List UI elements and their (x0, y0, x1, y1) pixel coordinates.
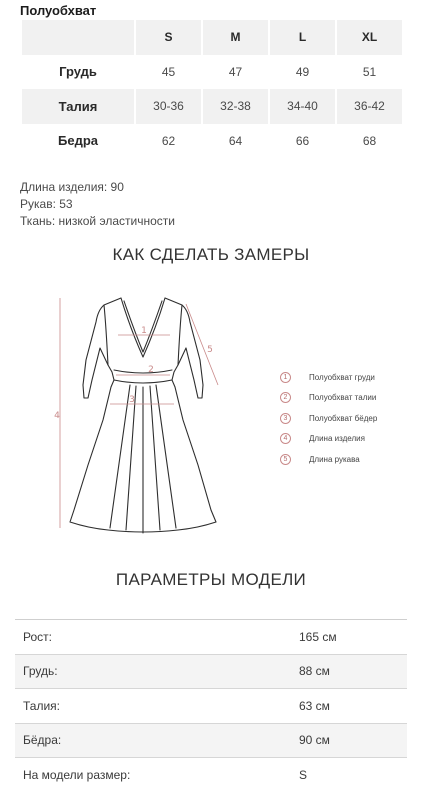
dress-diagram (48, 290, 238, 540)
param-row-height (15, 620, 407, 655)
table-cell: 51 (362, 64, 377, 79)
size-header-m: M (203, 20, 268, 55)
pleat (110, 385, 130, 528)
param-label: Талия: (23, 698, 61, 713)
size-header-l: L (270, 20, 335, 55)
param-row-hips (15, 724, 407, 759)
legend-label: Полуобхват груди (309, 372, 375, 382)
table-cell: 64 (228, 133, 243, 148)
diagram-label-5: 5 (207, 345, 213, 355)
size-table-corner (22, 20, 134, 55)
legend-number: 2 (280, 392, 291, 403)
legend-item (280, 388, 377, 409)
pleat (150, 386, 160, 530)
diagram-label-1: 1 (141, 326, 147, 336)
legend-number: 4 (280, 433, 291, 444)
product-details (20, 179, 175, 230)
table-cell: 32-38 (203, 89, 268, 124)
sleeve-right (178, 305, 182, 365)
legend-label: Длина изделия (309, 434, 365, 444)
size-table (20, 20, 404, 158)
size-table-row-chest (22, 55, 402, 90)
table-cell: 49 (295, 64, 310, 79)
param-row-waist (15, 689, 407, 724)
diagram-label-3: 3 (129, 395, 135, 405)
waistband-top (114, 370, 172, 373)
size-table-header-row (22, 20, 402, 55)
pleat (126, 386, 136, 530)
legend-number: 5 (280, 454, 291, 465)
table-cell: 45 (161, 64, 176, 79)
legend-item (280, 367, 377, 388)
legend-item (280, 408, 377, 429)
param-value: S (299, 768, 308, 783)
table-cell: 34-40 (270, 89, 335, 124)
size-header-s: S (136, 20, 201, 55)
size-header-xl: XL (337, 20, 402, 55)
legend-label: Длина рукава (309, 454, 360, 464)
legend-number: 1 (280, 372, 291, 383)
param-value: 63 см (299, 698, 330, 713)
param-label: На модели размер: (23, 768, 131, 783)
param-label: Бёдра: (23, 733, 62, 748)
row-label-waist: Талия (22, 89, 134, 124)
param-value: 88 см (299, 664, 330, 679)
table-cell: 47 (228, 64, 243, 79)
model-params-table (15, 619, 407, 793)
detail-sleeve: Рукав: 53 (20, 197, 73, 211)
diagram-label-4: 4 (54, 411, 60, 421)
diagram-label-2: 2 (148, 365, 154, 375)
table-cell: 36-42 (337, 89, 402, 124)
row-label-chest: Грудь (59, 64, 97, 80)
detail-length: Длина изделия: 90 (20, 180, 124, 194)
sleeve-left (104, 305, 108, 365)
measure-heading: КАК СДЕЛАТЬ ЗАМЕРЫ (112, 245, 310, 264)
detail-fabric: Ткань: низкой эластичности (20, 214, 175, 228)
param-label: Грудь: (23, 664, 58, 679)
table-cell: 30-36 (136, 89, 201, 124)
table-cell: 66 (295, 133, 310, 148)
param-row-size (15, 758, 407, 793)
measure-legend (280, 367, 377, 470)
pleat (156, 385, 176, 528)
legend-item (280, 449, 377, 470)
param-row-chest (15, 655, 407, 690)
legend-label: Полуобхват бёдер (309, 413, 378, 423)
param-label: Рост: (23, 629, 52, 644)
param-value: 165 см (299, 629, 337, 644)
row-label-hips: Бедра (58, 133, 98, 149)
waistband-bottom (114, 380, 172, 383)
size-table-title: Полуобхват (20, 3, 97, 18)
table-cell: 68 (362, 133, 377, 148)
param-value: 90 см (299, 733, 330, 748)
table-cell: 62 (161, 133, 176, 148)
legend-label: Полуобхват талии (309, 393, 377, 403)
size-table-row-waist (22, 89, 402, 124)
model-params-heading: ПАРАМЕТРЫ МОДЕЛИ (115, 570, 307, 589)
legend-number: 3 (280, 413, 291, 424)
legend-item (280, 429, 377, 450)
size-table-row-hips (22, 124, 402, 159)
